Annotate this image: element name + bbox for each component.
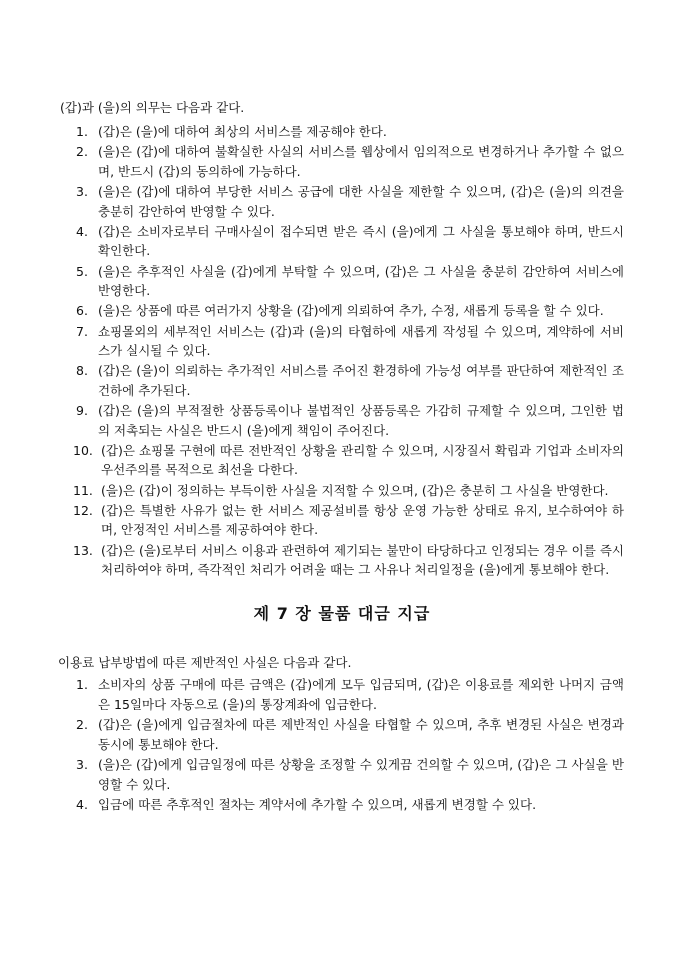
- item-number: 11.: [73, 482, 93, 498]
- list-item: [60, 755, 624, 795]
- item-text: (갑)은 소비자로부터 구매사실이 접수되면 받은 즉시 (을)에게 그 사실을 통보해야 하며, 반드시 확인한다.: [98, 223, 624, 259]
- item-number: 13.: [73, 542, 93, 558]
- item-text: (갑)은 쇼핑몰 구현에 따른 전반적인 상황을 관리할 수 있으며, 시장질서 확립과 기업과 소비자의 우선주의를 목적으로 최선을 다한다.: [101, 442, 624, 478]
- item-text: (을)은 (갑)에게 입금일정에 따른 상황을 조정할 수 있게끔 건의할 수 있으며, (갑)은 그 사실을 반영할 수 있다.: [98, 757, 624, 792]
- list-item: [60, 715, 624, 755]
- item-text: (갑)은 특별한 사유가 없는 한 서비스 제공설비를 항상 운영 가능한 상태로 유지, 보수하여야 하며, 안정적인 서비스를 제공하여야 한다.: [101, 502, 624, 538]
- item-text: (을)은 추후적인 사실을 (갑)에게 부탁할 수 있으며, (갑)은 그 사실을 충분히 감안하여 서비스에 반영한다.: [98, 263, 624, 299]
- item-number: 5.: [76, 263, 88, 279]
- item-text: 소비자의 상품 구매에 따른 금액은 (갑)에게 모두 입금되며, (갑)은 이용료를 제외한 나머지 금액은 15일마다 자동으로 (을)의 통장계좌에 입금한다.: [98, 676, 624, 712]
- list-item: [60, 222, 624, 261]
- list-item: [60, 675, 624, 715]
- list-item: [60, 501, 624, 540]
- item-text: (을)은 (갑)에 대하여 부당한 서비스 공급에 대한 사실을 제한할 수 있으며, (갑)은 (을)의 의견을 충분히 감안하여 반영할 수 있다.: [98, 183, 624, 219]
- list-item: [60, 361, 624, 400]
- item-text: (갑)은 (을)이 의뢰하는 추가적인 서비스를 주어진 환경하에 가능성 여부를 판단하여 제한적인 조건하에 추가된다.: [98, 363, 624, 398]
- payment-list: [60, 675, 624, 815]
- item-number: 4.: [76, 797, 88, 813]
- item-text: (을)은 상품에 따른 여러가지 상황을 (갑)에게 의뢰하여 추가, 수정, 새롭게 등록을 할 수 있다.: [98, 303, 604, 319]
- item-text: (갑)은 (을)의 부적절한 상품등록이나 불법적인 상품등록은 가감히 규제할 수 있으며, 그인한 법의 저촉되는 사실은 반드시 (을)에게 책임이 주어진다.: [98, 403, 624, 438]
- item-number: 9.: [76, 403, 88, 419]
- item-number: 2.: [76, 716, 88, 732]
- item-number: 7.: [76, 323, 88, 339]
- item-number: 10.: [73, 442, 93, 458]
- list-item: [60, 142, 624, 181]
- item-text: (갑)은 (을)에 대하여 최상의 서비스를 제공해야 한다.: [98, 124, 387, 139]
- item-number: 2.: [76, 144, 88, 160]
- list-item: [60, 481, 624, 501]
- list-item: [60, 541, 624, 580]
- list-item: [60, 322, 624, 361]
- list-item: [60, 122, 624, 142]
- chapter-heading: 제 7 장 물품 대금 지급: [253, 603, 431, 623]
- list-item: [60, 301, 624, 321]
- item-number: 6.: [76, 303, 88, 319]
- obligations-list: [60, 122, 624, 580]
- list-item: [60, 262, 624, 301]
- section-intro: (갑)과 (을)의 의무는 다음과 같다.: [60, 100, 245, 115]
- section-intro: 이용료 납부방법에 따른 제반적인 사실은 다음과 같다.: [58, 654, 352, 670]
- item-number: 12.: [73, 502, 93, 518]
- item-text: (갑)은 (을)에게 입금절차에 따른 제반적인 사실을 타협할 수 있으며, 추후 변경된 사실은 변경과 동시에 통보해야 한다.: [98, 716, 624, 752]
- item-text: (을)은 (갑)이 정의하는 부득이한 사실을 지적할 수 있으며, (갑)은 충분히 그 사실을 반영한다.: [101, 482, 609, 498]
- item-number: 3.: [76, 183, 88, 199]
- item-number: 4.: [76, 223, 88, 239]
- list-item: [60, 795, 624, 815]
- item-number: 3.: [76, 757, 88, 773]
- item-text: 입금에 따른 추후적인 절차는 계약서에 추가할 수 있으며, 새롭게 변경할 수 있다.: [98, 797, 537, 813]
- item-text: 쇼핑몰외의 세부적인 서비스는 (갑)과 (을)의 타협하에 새롭게 작성될 수 있으며, 계약하에 서비스가 실시될 수 있다.: [98, 323, 624, 359]
- item-number: 1.: [76, 676, 88, 692]
- item-text: (갑)은 (을)로부터 서비스 이용과 관련하여 제기되는 불만이 타당하다고 인정되는 경우 이를 즉시 처리하여야 하며, 즉각적인 처리가 어려울 때는 그 사유나 처리일정을 (을)에게 통보해야 한다.: [101, 542, 624, 578]
- list-item: [60, 401, 624, 440]
- item-number: 8.: [76, 363, 88, 379]
- list-item: [60, 441, 624, 480]
- item-text: (을)은 (갑)에 대하여 불확실한 사실의 서비스를 웹상에서 임의적으로 변경하거나 추가할 수 없으며, 반드시 (갑)의 동의하에 가능하다.: [98, 144, 624, 179]
- item-number: 1.: [76, 124, 88, 139]
- list-item: [60, 182, 624, 221]
